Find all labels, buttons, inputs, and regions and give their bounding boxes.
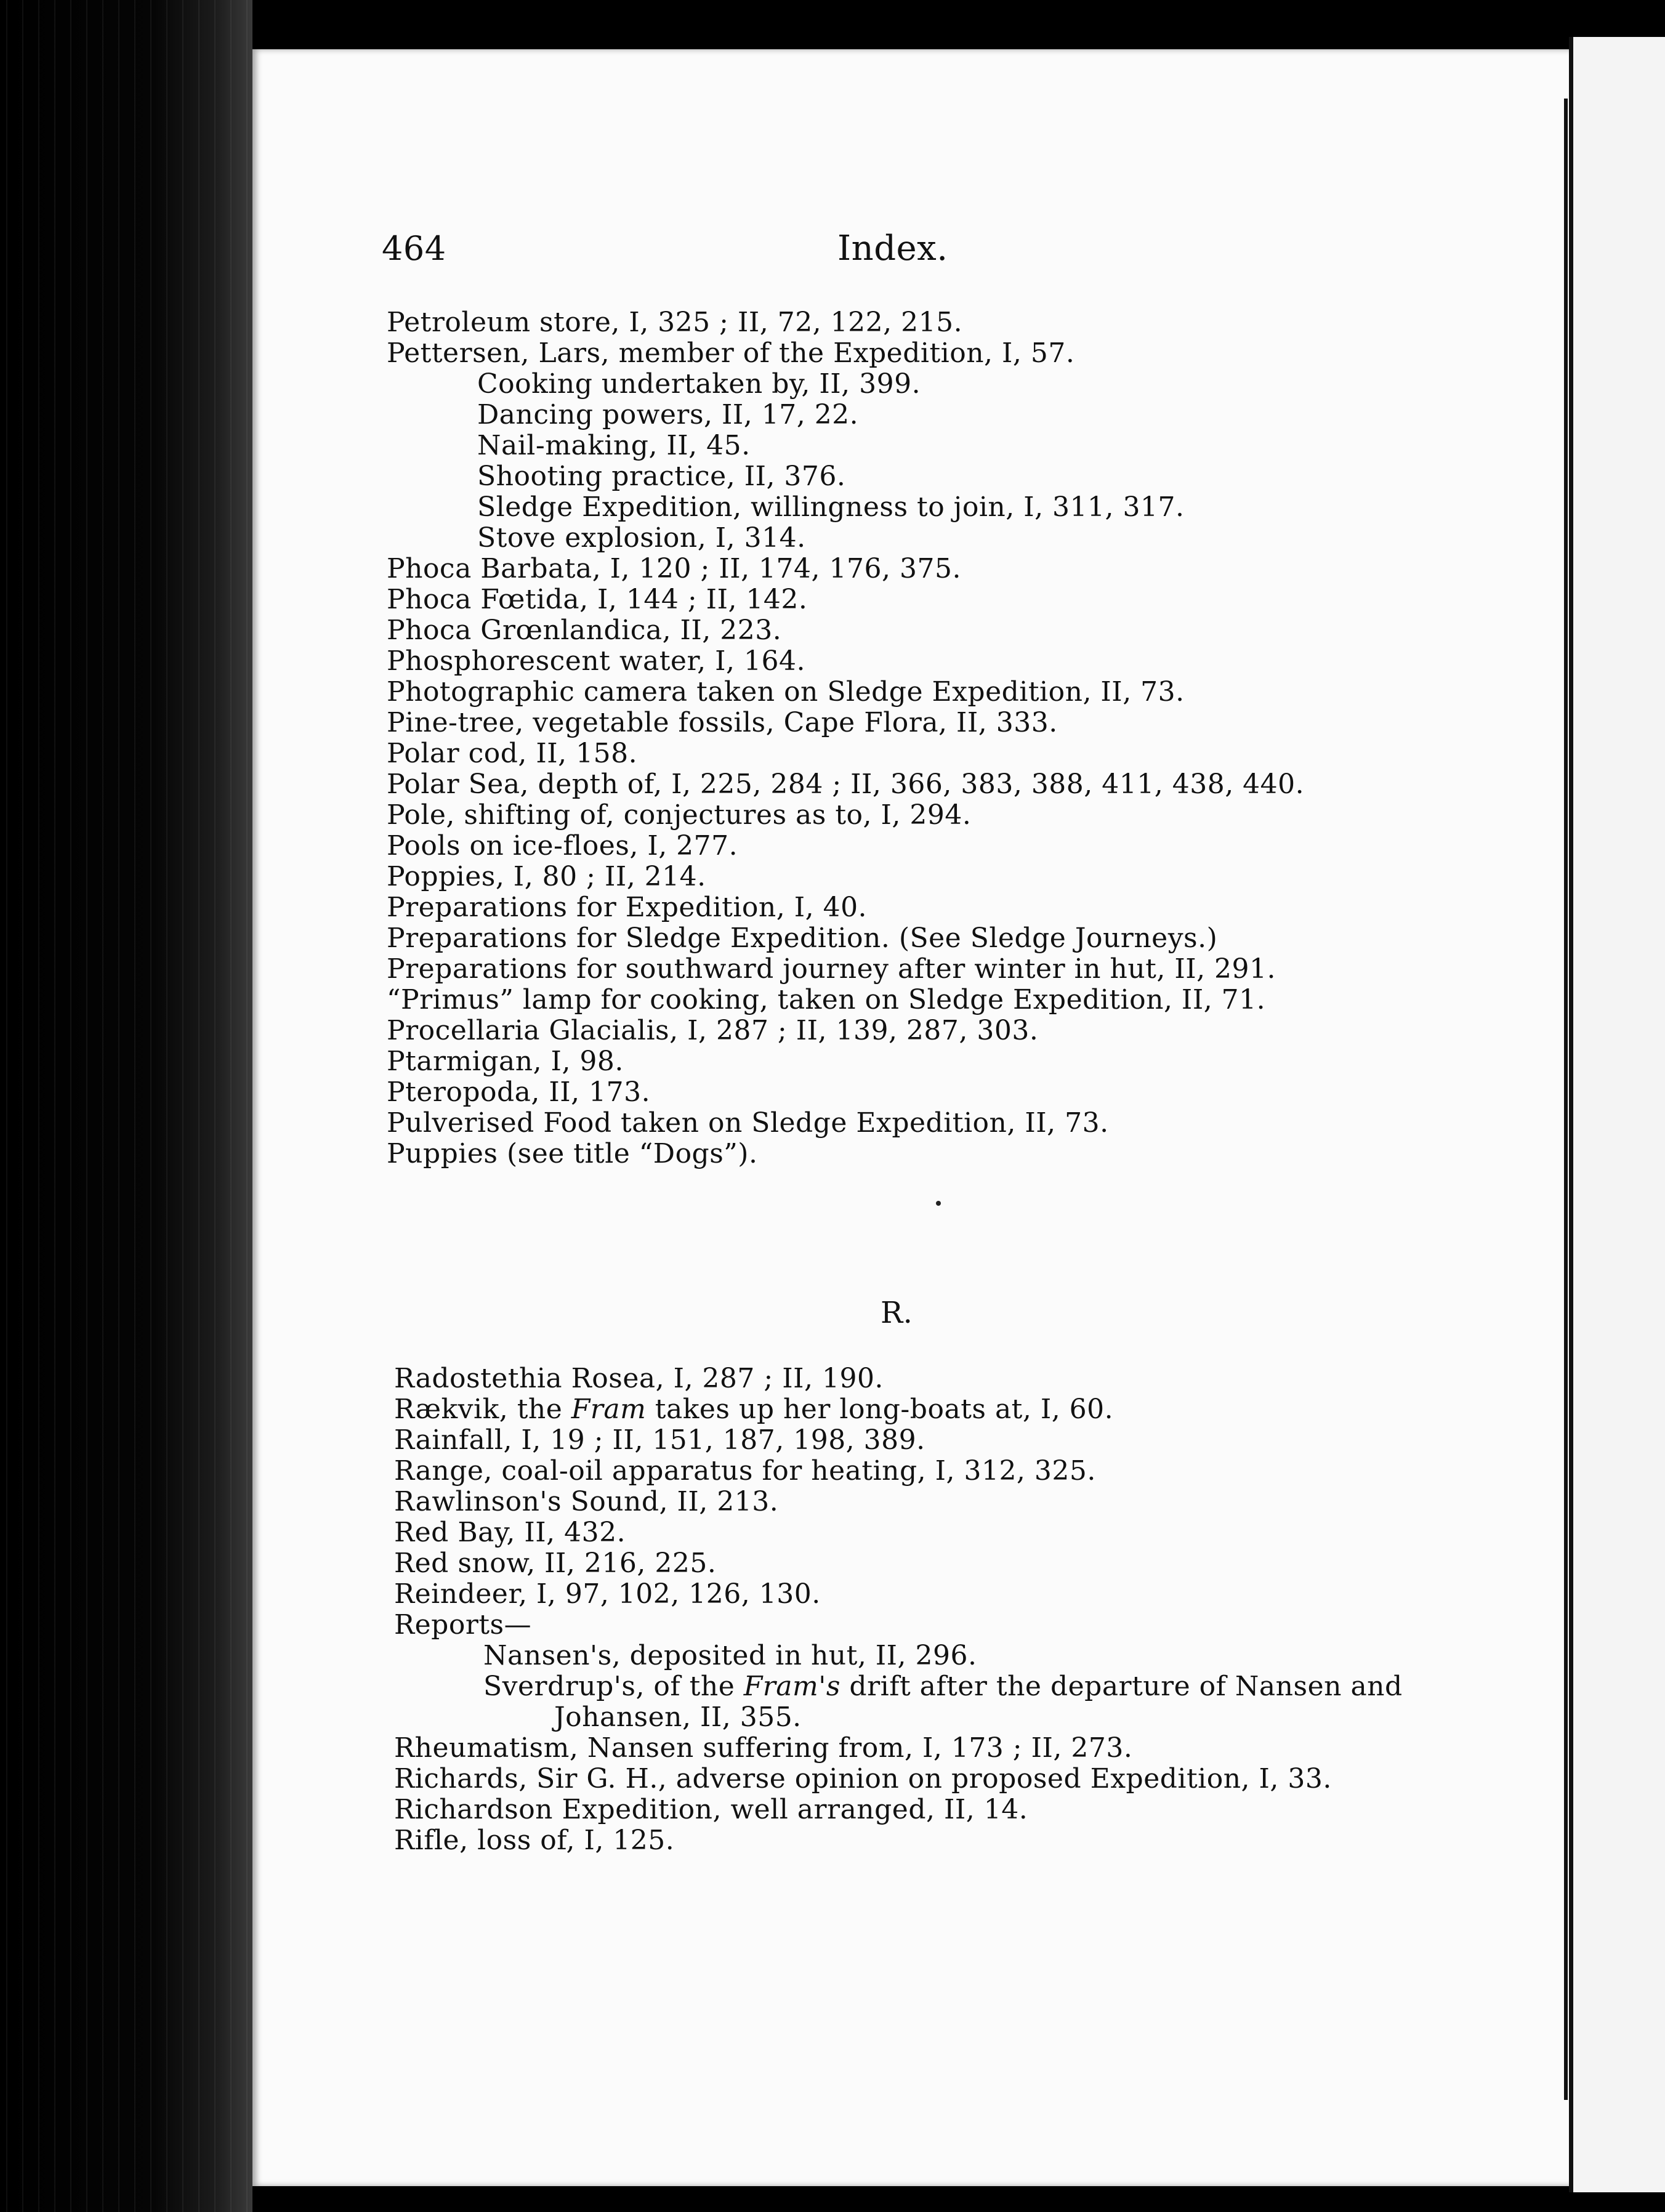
index-subentry: Shooting practice, II, 376. [477,461,846,492]
index-entry: Rawlinson's Sound, II, 213. [394,1486,779,1517]
index-entry: Procellaria Glacialis, I, 287 ; II, 139, 287, 303. [387,1015,1039,1046]
index-subentry: Cooking undertaken by, II, 399. [477,368,921,400]
entry-text: Rækvik, the [394,1394,571,1425]
index-subentry: Stove explosion, I, 314. [477,522,806,554]
index-entry: Pine-tree, vegetable fossils, Cape Flora, II, 333. [387,707,1058,738]
print-speck [936,1201,941,1206]
facing-page-edge [1569,37,1665,2192]
entry-text: drift after the departure of Nansen and [840,1671,1403,1702]
page-number: 464 [382,229,446,268]
book-spine-edge [0,0,252,2212]
index-entry: Pettersen, Lars, member of the Expedition, I, 57. [387,337,1075,369]
index-entry: Richardson Expedition, well arranged, II, 14. [394,1794,1028,1825]
index-entry: Reports— [394,1609,532,1641]
index-subentry-continued: Johansen, II, 355. [554,1701,802,1733]
index-entry: Radostethia Rosea, I, 287 ; II, 190. [394,1363,884,1394]
index-entry: Phosphorescent water, I, 164. [387,645,805,677]
index-entry: Preparations for Expedition, I, 40. [387,892,868,923]
index-entry: Rainfall, I, 19 ; II, 151, 187, 198, 389. [394,1424,925,1456]
index-entry: Puppies (see title “Dogs”). [387,1138,758,1169]
index-entry: Rifle, loss of, I, 125. [394,1825,675,1856]
index-entry: Petroleum store, I, 325 ; II, 72, 122, 215. [387,307,963,338]
index-subentry: Dancing powers, II, 17, 22. [477,399,859,430]
index-subentry: Nail-making, II, 45. [477,430,751,461]
page-gutter-line [1564,99,1568,2100]
index-entry: Photographic camera taken on Sledge Expedition, II, 73. [387,676,1185,708]
index-entry: Red Bay, II, 432. [394,1517,626,1548]
page-title: Index. [837,228,948,268]
index-entry: Ptarmigan, I, 98. [387,1046,624,1077]
index-entry: Preparations for Sledge Expedition. (See Sledge Journeys.) [387,922,1218,954]
index-entry: Pulverised Food taken on Sledge Expedition, II, 73. [387,1107,1109,1139]
index-entry: Phoca Grœnlandica, II, 223. [387,615,782,646]
index-entry: Phoca Fœtida, I, 144 ; II, 142. [387,584,808,615]
index-entry: “Primus” lamp for cooking, taken on Sledge Expedition, II, 71. [387,984,1266,1015]
index-entry: Polar Sea, depth of, I, 225, 284 ; II, 366, 383, 388, 411, 438, 440. [387,769,1305,800]
index-entry: Red snow, II, 216, 225. [394,1548,717,1579]
index-entry [394,1395,1113,1424]
entry-text: Sverdrup's, of the [483,1671,744,1702]
index-entry: Polar cod, II, 158. [387,738,638,769]
index-entry: Pools on ice-floes, I, 277. [387,830,738,862]
index-entry: Richards, Sir G. H., adverse opinion on proposed Expedition, I, 33. [394,1763,1332,1794]
index-entry: Reindeer, I, 97, 102, 126, 130. [394,1578,821,1610]
index-entry: Poppies, I, 80 ; II, 214. [387,861,706,892]
index-subentry: Nansen's, deposited in hut, II, 296. [483,1640,977,1671]
index-subentry: Sledge Expedition, willingness to join, I, 311, 317. [477,491,1185,523]
ship-name: Fram [571,1394,647,1425]
index-entry: Rheumatism, Nansen suffering from, I, 173 ; II, 273. [394,1732,1133,1764]
section-heading: R. [881,1296,913,1330]
entry-text: takes up her long-boats at, I, 60. [646,1394,1114,1425]
index-entry: Pteropoda, II, 173. [387,1076,651,1108]
index-entry: Phoca Barbata, I, 120 ; II, 174, 176, 375. [387,553,961,584]
ship-name: Fram's [743,1671,841,1702]
index-entry: Range, coal-oil apparatus for heating, I, 312, 325. [394,1455,1096,1487]
index-entry: Preparations for southward journey after winter in hut, II, 291. [387,953,1276,985]
index-subentry [483,1672,1403,1701]
index-entry: Pole, shifting of, conjectures as to, I, 294. [387,799,972,831]
